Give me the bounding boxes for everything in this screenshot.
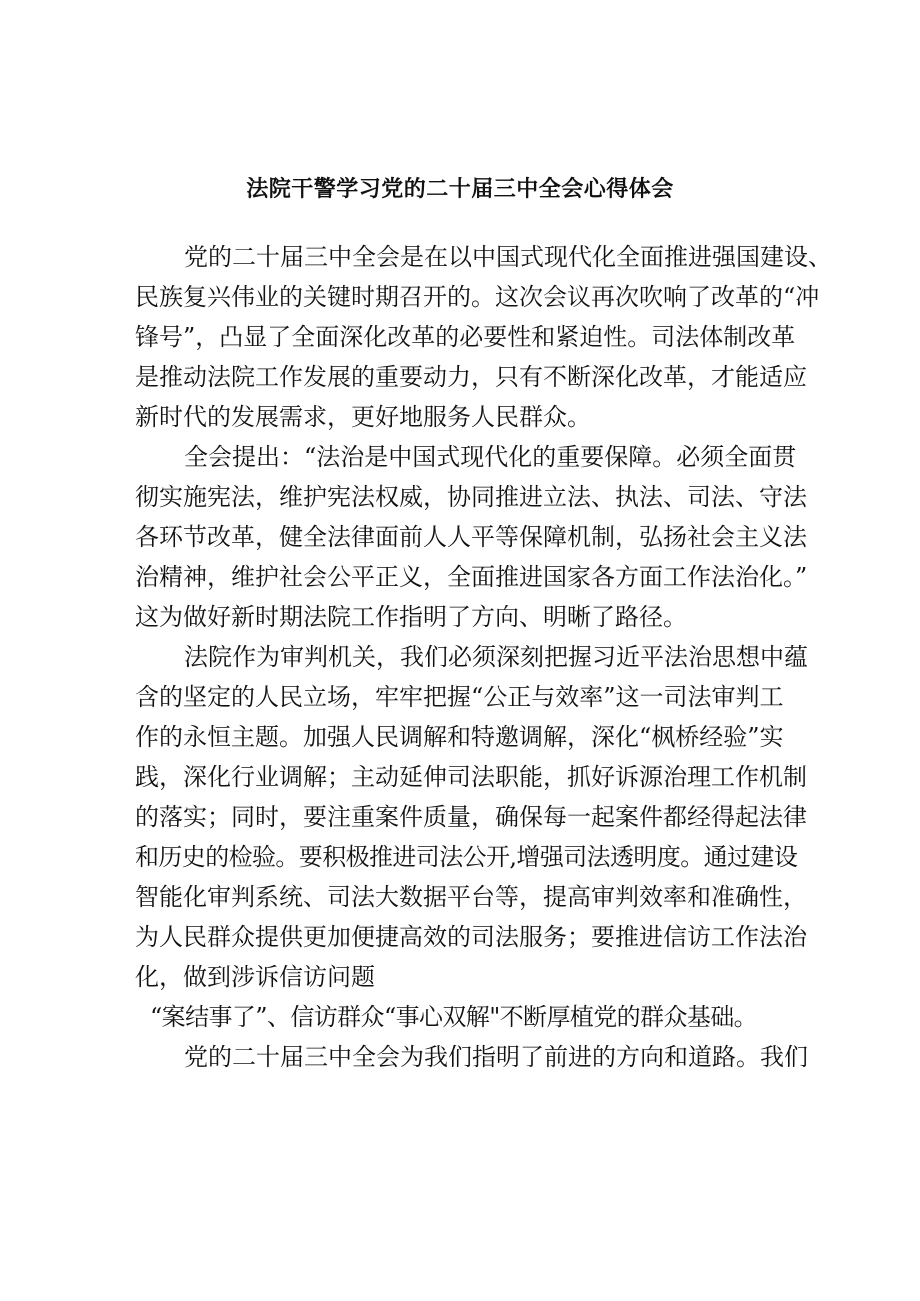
- paragraph-line: 作的永恒主题。加强人民调解和特邀调解，深化“枫桥经验”实: [135, 723, 784, 751]
- document-title: 法院干警学习党的二十届三中全会心得体会: [246, 177, 674, 202]
- paragraph-line: 新时代的发展需求，更好地服务人民群众。: [135, 403, 591, 431]
- paragraph-line: 治精神，维护社会公平正义，全面推进国家各方面工作法治化。”: [135, 563, 808, 591]
- paragraph-line: 的落实；同时，要注重案件质量，确保每一起案件都经得起法律: [135, 803, 807, 831]
- paragraph-line: 化，做到涉诉信访问题: [135, 963, 375, 991]
- paragraph-line: 智能化审判系统、司法大数据平台等，提高审判效率和准确性，: [135, 883, 807, 911]
- paragraph-line: 党的二十届三中全会为我们指明了前进的方向和道路。我们: [184, 1043, 808, 1071]
- paragraph-line: 和历史的检验。要积极推进司法公开,增强司法透明度。通过建设: [135, 843, 798, 871]
- paragraph-line: 含的坚定的人民立场，牢牢把握“公正与效率”这一司法审判工: [135, 683, 784, 711]
- paragraph-line: 彻实施宪法，维护宪法权威，协同推进立法、执法、司法、守法: [135, 483, 807, 511]
- paragraph-line: 锋号”，凸显了全面深化改革的必要性和紧迫性。司法体制改革: [135, 323, 796, 351]
- paragraph-line: 这为做好新时期法院工作指明了方向、明晰了路径。: [135, 603, 687, 631]
- paragraph-line: 是推动法院工作发展的重要动力，只有不断深化改革，才能适应: [135, 363, 807, 391]
- paragraph-line: 为人民群众提供更加便捷高效的司法服务；要推进信访工作法治: [135, 923, 807, 951]
- paragraph-line: 党的二十届三中全会是在以中国式现代化全面推进强国建设、: [184, 243, 832, 271]
- paragraph-line: “案结事了”、信访群众“事心双解"不断厚植党的群众基础。: [150, 1003, 758, 1031]
- paragraph-line: 践，深化行业调解；主动延伸司法职能，抓好诉源治理工作机制: [135, 763, 807, 791]
- paragraph-line: 全会提出：“法治是中国式现代化的重要保障。必须全面贯: [184, 443, 797, 471]
- paragraph-line: 民族复兴伟业的关键时期召开的。这次会议再次吹响了改革的“冲: [135, 283, 820, 311]
- paragraph-line: 各环节改革，健全法律面前人人平等保障机制，弘扬社会主义法: [135, 523, 807, 551]
- paragraph-line: 法院作为审判机关，我们必须深刻把握习近平法治思想中蕴: [184, 643, 808, 671]
